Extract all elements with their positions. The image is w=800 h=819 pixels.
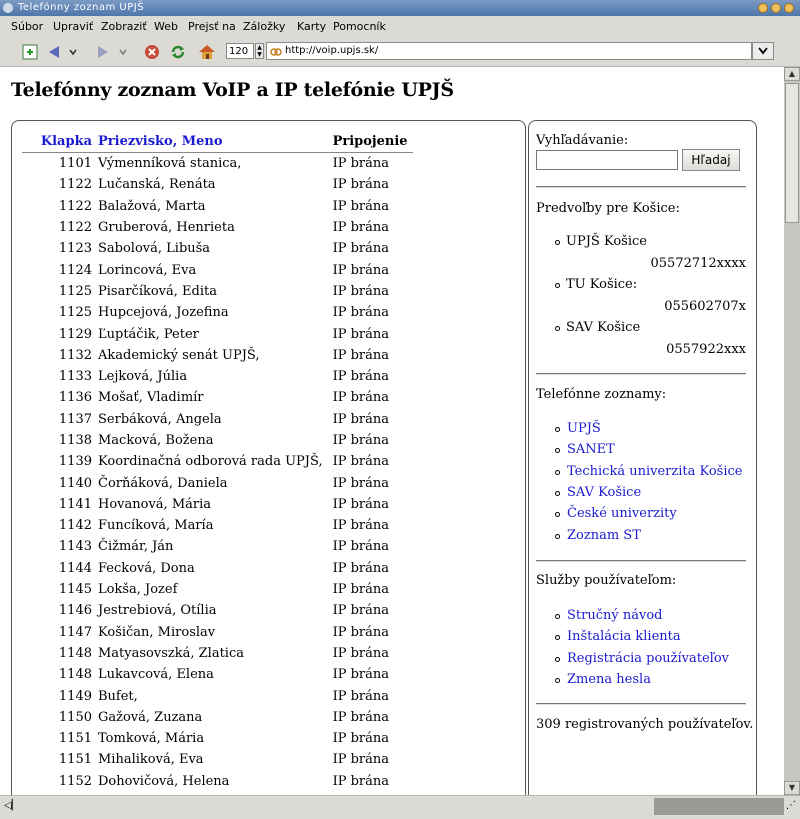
navigation-toolbar (0, 38, 800, 67)
directory-link[interactable]: SAV Košice (567, 484, 642, 500)
prefix-name: TU Košice: (566, 277, 638, 292)
reload-icon[interactable] (168, 42, 188, 62)
cell-ext: 1147 (58, 624, 92, 640)
cell-connection: IP brána (332, 177, 390, 193)
prefix-number: 0557922xxx (666, 342, 746, 357)
cell-connection: IP brána (332, 454, 390, 470)
cell-connection: IP brána (332, 283, 390, 299)
zoom-spinner[interactable]: ▲ ▼ (255, 43, 264, 59)
sidebar-panel (528, 120, 757, 795)
table-row (22, 579, 413, 600)
cell-connection: IP brána (332, 305, 390, 321)
table-row (22, 451, 413, 472)
table-row (22, 409, 413, 430)
cell-ext: 1101 (58, 156, 92, 172)
cell-ext: 1151 (58, 731, 92, 747)
cell-name: Tomková, Mária (98, 731, 205, 747)
cell-name: Lorincová, Eva (98, 262, 197, 278)
table-row (22, 494, 413, 515)
cell-ext: 1148 (58, 667, 92, 683)
page-viewport (0, 67, 784, 795)
directory-link[interactable]: SANET (567, 442, 615, 458)
cell-connection: IP brána (332, 560, 390, 576)
cell-connection: IP brána (332, 624, 390, 640)
cell-connection: IP brána (332, 688, 390, 704)
table-row (22, 323, 413, 344)
cell-connection: IP brána (332, 369, 390, 385)
bullet-icon (555, 470, 560, 475)
service-link[interactable]: Registrácia používateľov (567, 650, 730, 666)
table-row (22, 685, 413, 706)
status-icon: ◁▏ (4, 800, 20, 811)
cell-name: Dohovičová, Helena (98, 773, 230, 789)
cell-name: Hovanová, Mária (98, 496, 212, 512)
table-header-row (22, 131, 413, 153)
cell-ext: 1146 (58, 603, 92, 619)
cell-connection: IP brána (332, 582, 390, 598)
cell-name: Výmenníková stanica, (98, 156, 242, 172)
menu-bar (0, 16, 800, 38)
cell-name: Gruberová, Henrieta (98, 220, 235, 236)
cell-connection: IP brána (332, 326, 390, 342)
menu-help[interactable]: Pomocník (333, 20, 386, 33)
cell-ext: 1143 (58, 539, 92, 555)
cell-connection: IP brána (332, 198, 390, 214)
cell-name: Gažová, Zuzana (98, 709, 203, 725)
menu-edit[interactable]: Upraviť (53, 20, 94, 33)
prefix-number: 055602707x (664, 299, 746, 314)
cell-connection: IP brána (332, 390, 390, 406)
cell-connection: IP brána (332, 496, 390, 512)
forward-icon[interactable] (93, 42, 113, 62)
cell-connection: IP brána (332, 475, 390, 491)
table-row (22, 238, 413, 259)
scroll-down-icon[interactable]: ▼ (784, 781, 800, 795)
cell-name: Mošať, Vladimír (98, 390, 204, 406)
table-row (22, 643, 413, 664)
cell-ext: 1122 (58, 198, 92, 214)
table-row (22, 174, 413, 195)
cell-connection: IP brána (332, 411, 390, 427)
prefix-name: UPJŠ Košice (566, 234, 647, 249)
cell-ext: 1139 (58, 454, 92, 470)
cell-name: Jestrebiová, Otília (98, 603, 217, 619)
cell-ext: 1145 (58, 582, 92, 598)
prefix-name: SAV Košice (566, 320, 641, 335)
cell-connection: IP brána (332, 773, 390, 789)
directories-title: Telefónne zoznamy: (536, 387, 667, 402)
status-bar (0, 795, 800, 819)
cell-name: Matyasovszká, Zlatica (98, 645, 244, 661)
cell-name: Lukavcová, Elena (98, 667, 214, 683)
prefix-number: 05572712xxxx (650, 256, 746, 271)
resize-grip-icon[interactable]: ⋰ (786, 800, 796, 811)
scroll-up-icon[interactable]: ▲ (784, 67, 800, 81)
cell-name: Čorňáková, Daniela (98, 475, 228, 491)
cell-name: Akademický senát UPJŠ, (98, 347, 260, 363)
cell-name: Hupcejová, Jozefina (98, 305, 229, 321)
cell-connection: IP brána (332, 347, 390, 363)
back-history-icon[interactable] (67, 42, 79, 62)
menu-tabs[interactable]: Karty (297, 20, 327, 33)
cell-ext: 1125 (58, 283, 92, 299)
table-row (22, 430, 413, 451)
search-button[interactable]: Hľadaj (682, 149, 740, 171)
cell-ext: 1122 (58, 220, 92, 236)
cell-name: Lučanská, Renáta (98, 177, 216, 193)
cell-name: Pisarčíková, Edita (98, 283, 217, 299)
table-row (22, 707, 413, 728)
cell-ext: 1137 (58, 411, 92, 427)
table-row (22, 387, 413, 408)
cell-name: Macková, Božena (98, 433, 214, 448)
table-row (22, 558, 413, 579)
divider (536, 703, 746, 705)
cell-ext: 1144 (58, 560, 92, 576)
progress-bar (654, 798, 784, 815)
cell-connection: IP brána (332, 752, 390, 768)
table-row (22, 622, 413, 643)
divider (536, 560, 746, 562)
bullet-icon (555, 326, 560, 331)
table-row (22, 472, 413, 493)
table-row (22, 281, 413, 302)
service-link[interactable]: Inštalácia klienta (567, 629, 681, 645)
site-icon (270, 46, 282, 58)
cell-ext: 1125 (58, 305, 92, 321)
menu-web[interactable]: Web (154, 20, 178, 33)
bullet-icon (555, 678, 560, 683)
cell-name: Lokša, Jozef (98, 582, 178, 598)
table-row (22, 728, 413, 749)
window-menu-icon[interactable] (3, 3, 13, 13)
cell-connection: IP brána (332, 667, 390, 683)
table-row (22, 302, 413, 323)
cell-ext: 1132 (58, 347, 92, 363)
cell-connection: IP brána (332, 603, 390, 619)
bullet-icon (555, 427, 560, 432)
cell-ext: 1142 (58, 518, 92, 534)
home-icon[interactable] (197, 42, 217, 62)
cell-connection: IP brána (332, 539, 390, 555)
cell-name: Lejková, Júlia (98, 369, 188, 385)
bullet-icon (555, 240, 560, 245)
cell-connection: IP brána (332, 156, 390, 172)
cell-ext: 1140 (58, 475, 92, 491)
table-row (22, 515, 413, 536)
stop-icon[interactable] (142, 42, 162, 62)
table-row (22, 771, 413, 792)
cell-ext: 1151 (58, 752, 92, 768)
bullet-icon (555, 283, 560, 288)
table-row (22, 600, 413, 621)
scroll-thumb[interactable] (785, 83, 799, 223)
table-row (22, 345, 413, 366)
service-link[interactable]: Stručný návod (567, 608, 663, 623)
cell-ext: 1138 (58, 433, 92, 448)
search-input[interactable] (536, 150, 678, 170)
chevron-down-icon (758, 47, 768, 55)
directory-link[interactable]: České univerzity (567, 506, 677, 522)
cell-name: Balažová, Marta (98, 198, 206, 214)
window-title: Telefónny zoznam UPJŠ (18, 2, 145, 13)
bullet-icon (555, 614, 560, 619)
cell-ext: 1149 (58, 688, 92, 704)
header-name[interactable]: Priezvisko, Meno (98, 131, 323, 153)
cell-connection: IP brána (332, 241, 390, 257)
table-row (22, 749, 413, 770)
cell-ext: 1133 (58, 369, 92, 385)
cell-ext: 1141 (58, 496, 92, 512)
vertical-scrollbar[interactable] (784, 67, 800, 795)
maximize-button[interactable] (771, 3, 781, 13)
table-row (22, 196, 413, 217)
cell-name: Košičan, Miroslav (98, 624, 216, 640)
cell-ext: 1129 (58, 326, 92, 342)
forward-history-icon[interactable] (117, 42, 129, 62)
cell-connection: IP brána (332, 731, 390, 747)
close-button[interactable] (784, 3, 794, 13)
bullet-icon (555, 534, 560, 539)
cell-name: Bufet, (98, 688, 138, 704)
bullet-icon (555, 657, 560, 662)
cell-connection: IP brána (332, 220, 390, 236)
cell-connection: IP brána (332, 518, 390, 534)
cell-ext: 1150 (58, 709, 92, 725)
cell-ext: 1136 (58, 390, 92, 406)
zoom-input[interactable]: 120 (226, 43, 254, 59)
directory-table (22, 131, 413, 792)
cell-name: Funcíková, María (98, 518, 214, 534)
divider (536, 373, 746, 375)
cell-ext: 1122 (58, 177, 92, 193)
cell-connection: IP brána (332, 262, 390, 278)
service-link[interactable]: Zmena hesla (567, 671, 651, 687)
registered-count: 309 registrovaných používateľov. (536, 717, 754, 732)
services-title: Služby používateľom: (536, 573, 677, 588)
cell-name: Serbáková, Angela (98, 411, 222, 427)
cell-connection: IP brána (332, 433, 390, 448)
table-row (22, 153, 413, 175)
header-klapka[interactable]: Klapka (22, 131, 98, 153)
url-text[interactable]: http://voip.upjs.sk/ (285, 45, 379, 56)
directory-link[interactable]: Techická univerzita Košice (567, 463, 743, 479)
cell-ext: 1124 (58, 262, 92, 278)
directory-rows (22, 153, 413, 792)
cell-ext: 1123 (58, 241, 92, 257)
menu-file[interactable]: Súbor (11, 20, 44, 33)
minimize-button[interactable] (758, 3, 768, 13)
table-row (22, 664, 413, 685)
cell-connection: IP brána (332, 645, 390, 661)
new-tab-icon[interactable] (20, 42, 40, 62)
cell-connection: IP brána (332, 709, 390, 725)
menu-bookmarks[interactable]: Záložky (243, 20, 286, 33)
address-bar[interactable] (266, 42, 752, 60)
header-connection: Pripojenie (323, 131, 413, 153)
window-titlebar (0, 0, 800, 16)
url-dropdown-button[interactable] (752, 42, 774, 60)
page-title: Telefónny zoznam VoIP a IP telefónie UPJŠ (11, 79, 454, 101)
cell-ext: 1148 (58, 645, 92, 661)
directory-link[interactable]: Zoznam ST (567, 527, 641, 543)
cell-name: Mihaliková, Eva (98, 752, 204, 768)
cell-name: Koordinačná odborová rada UPJŠ, (98, 454, 323, 470)
cell-name: Fecková, Dona (98, 560, 195, 576)
directory-link[interactable]: UPJŠ (567, 421, 601, 436)
cell-name: Sabolová, Libuša (98, 241, 211, 257)
table-row (22, 366, 413, 387)
table-row (22, 259, 413, 280)
table-row (22, 217, 413, 238)
menu-go[interactable]: Prejsť na (188, 20, 236, 33)
divider (536, 186, 746, 188)
back-icon[interactable] (44, 42, 64, 62)
cell-ext: 1152 (58, 773, 92, 789)
search-label: Vyhľadávanie: (536, 133, 629, 148)
cell-name: Čižmár, Ján (98, 539, 174, 555)
prefixes-title: Predvoľby pre Košice: (536, 201, 680, 216)
table-row (22, 536, 413, 557)
menu-view[interactable]: Zobraziť (101, 20, 147, 33)
bullet-icon (555, 491, 560, 496)
cell-name: Ľuptáčik, Peter (98, 326, 199, 342)
